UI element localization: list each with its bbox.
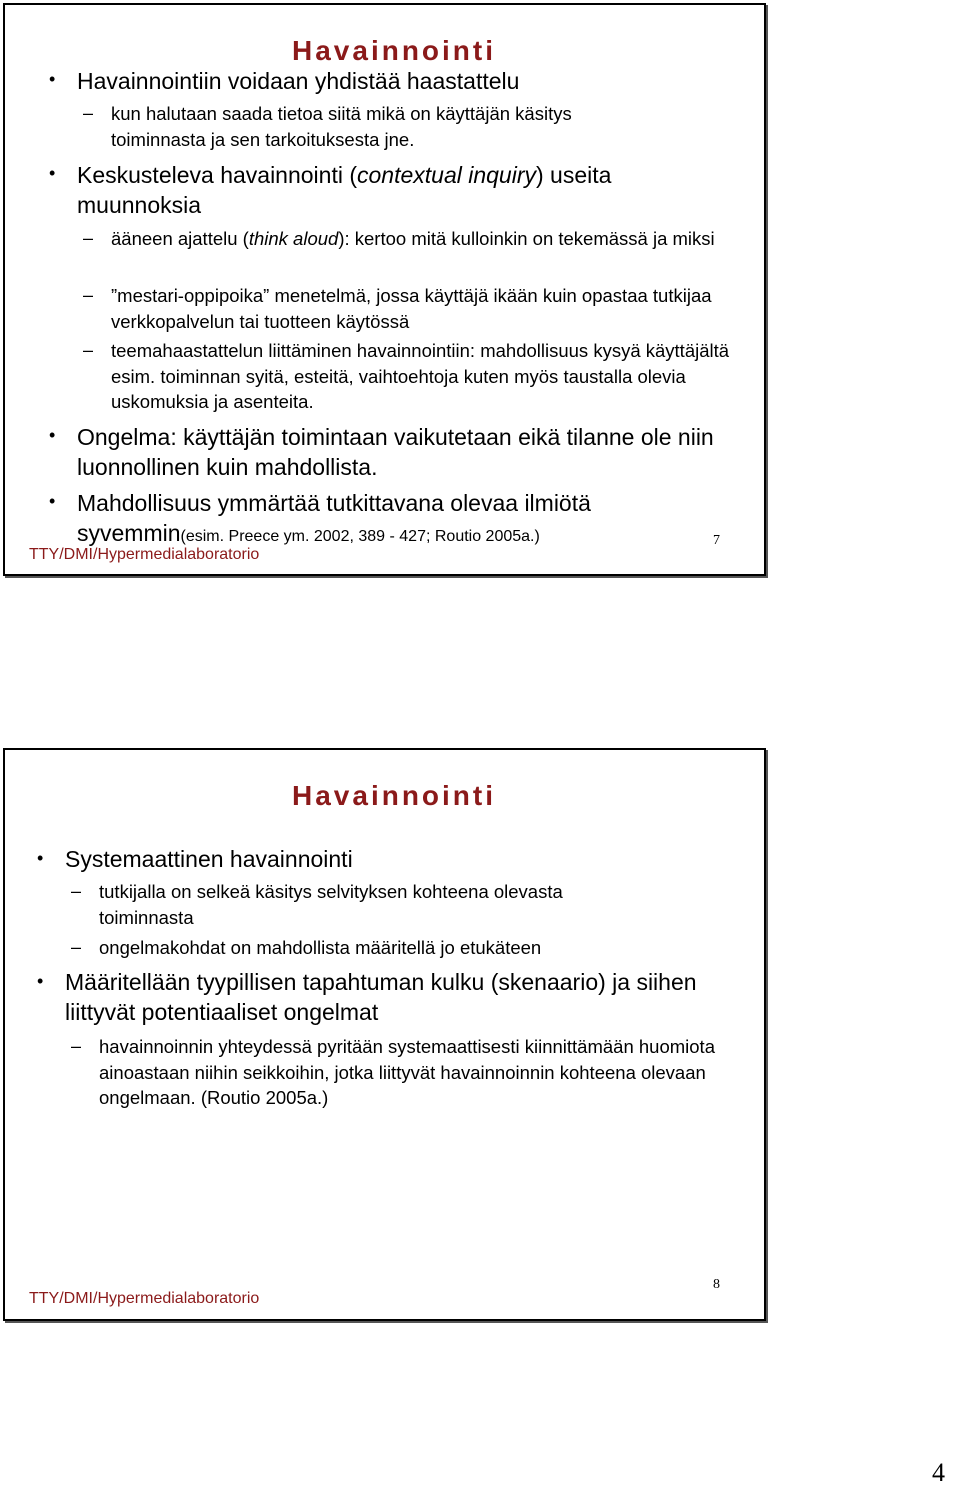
bullet-text: Keskusteleva havainnointi (contextual inquiry) useita muunnoksia <box>77 162 612 218</box>
sub-bullet-text: kun halutaan saada tietoa siitä mikä on käyttäjän käsitys toiminnasta ja sen tarkoituksesta jne. <box>111 103 572 150</box>
dash-icon: – <box>83 340 94 360</box>
dash-icon: – <box>71 881 82 901</box>
page-number: 4 <box>932 1458 945 1487</box>
slide-number: 8 <box>713 1277 720 1292</box>
slide-8 <box>3 748 766 1321</box>
footer-label: TTY/DMI/Hypermedialaboratorio <box>29 546 260 563</box>
bullet-text: Systemaattinen havainnointi <box>65 846 353 872</box>
dash-icon: – <box>71 937 82 957</box>
bullet-icon: • <box>37 848 44 868</box>
slide-number: 7 <box>713 533 720 548</box>
bullet-icon: • <box>49 425 56 445</box>
dash-icon: – <box>83 285 94 305</box>
dash-icon: – <box>83 103 94 123</box>
slide-title: Havainnointi <box>292 780 497 811</box>
sub-bullet-text: tutkijalla on selkeä käsitys selvityksen kohteena olevasta toiminnasta <box>99 881 563 928</box>
sub-bullet-text: ongelmakohdat on mahdollista määritellä jo etukäteen <box>99 937 542 958</box>
bullet-text: Mahdollisuus ymmärtää tutkittavana olevaa ilmiötä syvemmin(esim. Preece ym. 2002, 389 - 427; Routio 2005a.) <box>77 490 591 546</box>
bullet-text: Ongelma: käyttäjän toimintaan vaikutetaan eikä tilanne ole niin luonnollinen kuin mahdollista. <box>77 424 714 480</box>
footer-label: TTY/DMI/Hypermedialaboratorio <box>29 1290 260 1307</box>
slide-7 <box>3 3 766 576</box>
sub-bullet-text: teemahaastattelun liittäminen havainnointiin: mahdollisuus kysyä käyttäjältä esim. toiminnan syitä, esteitä, vaihtoehtoja kuten myös taustalla olevia uskomuksia ja asenteita. <box>111 340 730 412</box>
sub-bullet-text: ääneen ajattelu (think aloud): kertoo mitä kulloinkin on tekemässä ja miksi <box>111 228 715 249</box>
sub-bullet-text: havainnoinnin yhteydessä pyritään systemaattisesti kiinnittämään huomiota ainoastaan niihin seikkoihin, jotka liittyvät havainnoinnin kohteena olevaan ongelmaan. (Routio 2005a.) <box>99 1036 715 1108</box>
bullet-icon: • <box>49 69 56 89</box>
bullet-icon: • <box>37 971 44 991</box>
slide-title: Havainnointi <box>292 35 497 66</box>
bullet-text: Havainnointiin voidaan yhdistää haastattelu <box>77 68 520 94</box>
sub-bullet-text: ”mestari-oppipoika” menetelmä, jossa käyttäjä ikään kuin opastaa tutkijaa verkkopalvelun tai tuotteen käytössä <box>111 285 712 332</box>
bullet-icon: • <box>49 491 56 511</box>
dash-icon: – <box>83 228 94 248</box>
bullet-icon: • <box>49 163 56 183</box>
bullet-text: Määritellään tyypillisen tapahtuman kulku (skenaario) ja siihen liittyvät potentiaaliset ongelmat <box>65 969 697 1025</box>
dash-icon: – <box>71 1036 82 1056</box>
